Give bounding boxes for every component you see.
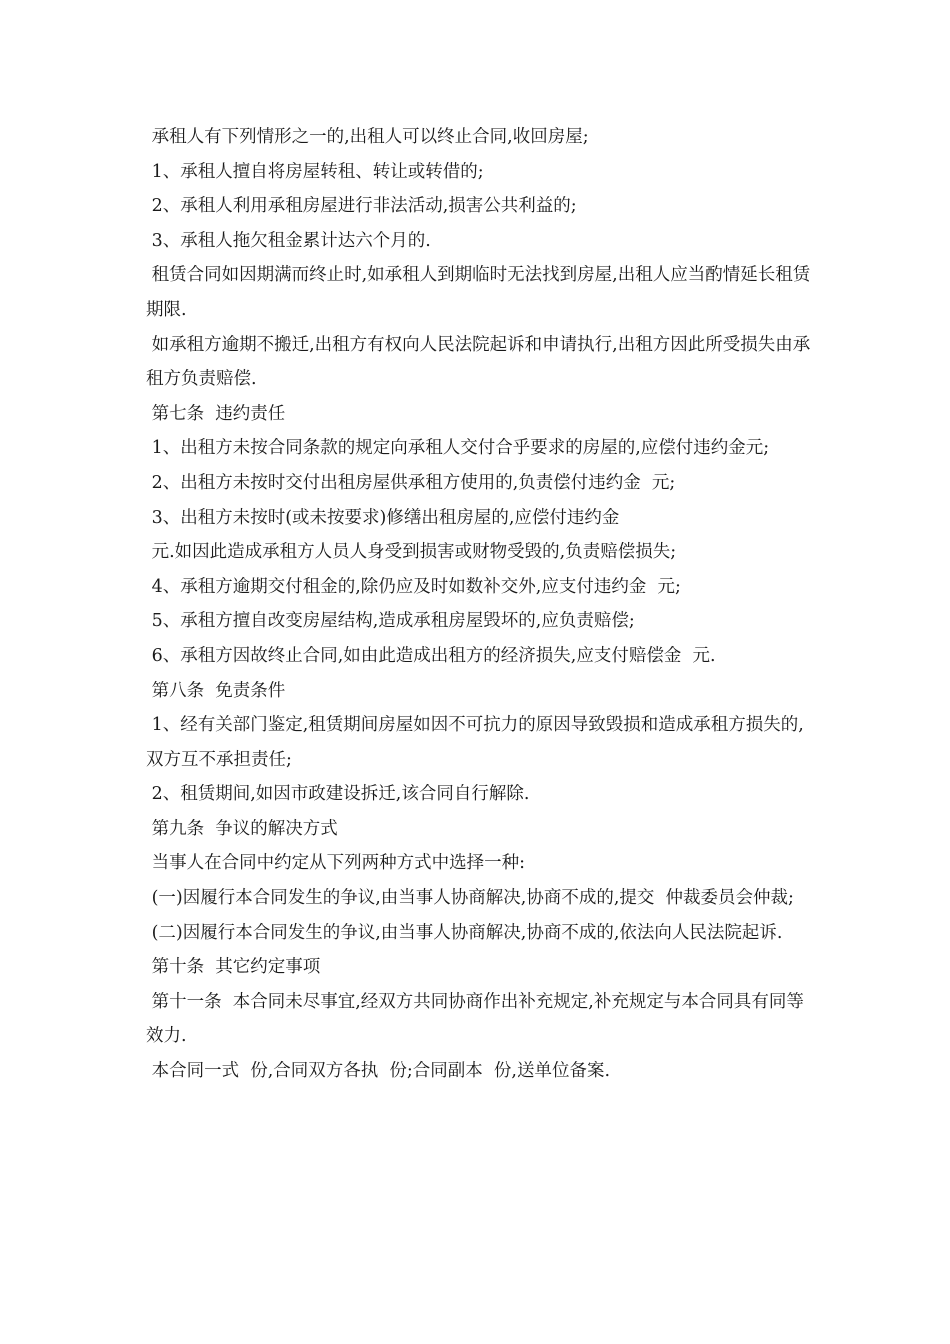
paragraph: 5、承租方擅自改变房屋结构,造成承租房屋毁坏的,应负责赔偿; bbox=[146, 611, 635, 632]
paragraph: (二)因履行本合同发生的争议,由当事人协商解决,协商不成的,依法向人民法院起诉. bbox=[146, 922, 783, 943]
section-heading: 第七条 违约责任 bbox=[146, 403, 286, 424]
paragraph: 本合同一式 份,合同双方各执 份;合同副本 份,送单位备案. bbox=[146, 1061, 611, 1082]
paragraph: 2、承租人利用承租房屋进行非法活动,损害公共利益的; bbox=[146, 196, 577, 217]
section-heading: 第九条 争议的解决方式 bbox=[146, 818, 338, 839]
paragraph: 6、承租方因故终止合同,如由此造成出租方的经济损失,应支付赔偿金 元. bbox=[146, 645, 716, 666]
paragraph: 1、出租方未按合同条款的规定向承租人交付合乎要求的房屋的,应偿付违约金元; bbox=[146, 438, 770, 459]
paragraph: 第十一条 本合同未尽事宜,经双方共同协商作出补充规定,补充规定与本合同具有同等效力. bbox=[146, 991, 804, 1047]
paragraph: 元.如因此造成承租方人员人身受到损害或财物受毁的,负责赔偿损失; bbox=[146, 542, 677, 563]
paragraph: 1、经有关部门鉴定,租赁期间房屋如因不可抗力的原因导致毁损和造成承租方损失的,双方互不承担责任; bbox=[146, 715, 804, 770]
paragraph: 当事人在合同中约定从下列两种方式中选择一种: bbox=[146, 853, 525, 874]
paragraph: 租赁合同如因期满而终止时,如承租人到期临时无法找到房屋,出租人应当酌情延长租赁期限. bbox=[146, 265, 811, 320]
section-heading: 第十条 其它约定事项 bbox=[146, 957, 321, 978]
paragraph: 2、出租方未按时交付出租房屋供承租方使用的,负责偿付违约金 元; bbox=[146, 472, 676, 493]
paragraph: (一)因履行本合同发生的争议,由当事人协商解决,协商不成的,提交 仲裁委员会仲裁; bbox=[146, 888, 794, 909]
paragraph: 3、出租方未按时(或未按要求)修缮出租房屋的,应偿付违约金 bbox=[146, 507, 620, 528]
paragraph: 如承租方逾期不搬迁,出租方有权向人民法院起诉和申请执行,出租方因此所受损失由承租方负责赔偿. bbox=[146, 334, 811, 390]
document-body bbox=[146, 120, 816, 1089]
paragraph: 4、承租方逾期交付租金的,除仍应及时如数补交外,应支付违约金 元; bbox=[146, 576, 681, 597]
section-heading: 第八条 免责条件 bbox=[146, 680, 286, 701]
paragraph: 2、租赁期间,如因市政建设拆迁,该合同自行解除. bbox=[146, 784, 530, 805]
paragraph: 1、承租人擅自将房屋转租、转让或转借的; bbox=[146, 161, 484, 182]
paragraph: 承租人有下列情形之一的,出租人可以终止合同,收回房屋; bbox=[146, 127, 589, 147]
paragraph: 3、承租人拖欠租金累计达六个月的. bbox=[146, 230, 431, 251]
